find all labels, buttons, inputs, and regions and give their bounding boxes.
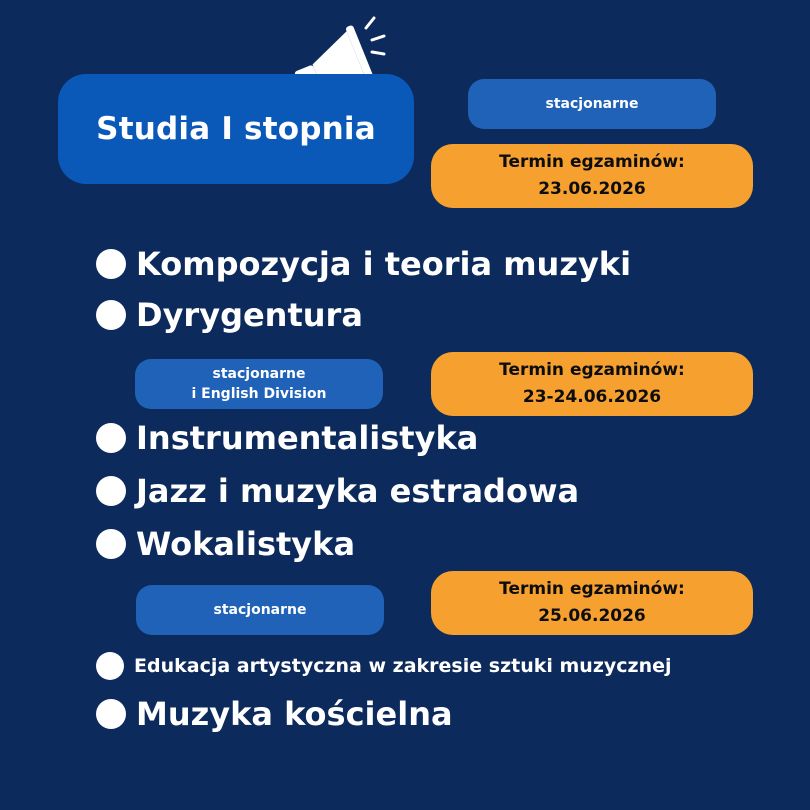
list-item <box>96 522 355 566</box>
page-title: Studia I stopnia <box>58 74 414 184</box>
program-name: Edukacja artystyczna w zakresie sztuki muzycznej <box>134 655 672 677</box>
study-mode-badge <box>136 585 384 635</box>
study-mode-label: stacjonarne <box>212 365 306 382</box>
study-mode-badge <box>135 359 383 409</box>
bullet-icon <box>96 300 126 330</box>
bullet-icon <box>96 476 126 506</box>
list-item <box>96 242 631 286</box>
bullet-icon <box>96 652 124 680</box>
program-name: Kompozycja i teoria muzyki <box>136 245 632 283</box>
study-mode-label: stacjonarne <box>545 95 639 112</box>
bullet-icon <box>96 423 126 453</box>
list-item <box>96 293 363 337</box>
list-item <box>96 651 672 681</box>
bullet-icon <box>96 249 126 279</box>
list-item <box>96 416 478 460</box>
program-name: Jazz i muzyka estradowa <box>136 472 580 510</box>
exam-date: 23-24.06.2026 <box>522 387 662 407</box>
program-name: Dyrygentura <box>136 296 363 334</box>
program-name: Muzyka kościelna <box>136 695 453 733</box>
exam-date: 25.06.2026 <box>538 606 646 626</box>
exam-label: Termin egzaminów: <box>499 578 685 599</box>
bullet-icon <box>96 529 126 559</box>
exam-date-badge <box>431 571 753 635</box>
bullet-icon <box>96 699 126 729</box>
study-mode-label: stacjonarne <box>213 601 307 618</box>
exam-label: Termin egzaminów: <box>499 359 685 380</box>
exam-date: 23.06.2026 <box>538 179 646 199</box>
exam-label: Termin egzaminów: <box>499 151 685 172</box>
exam-date-badge <box>431 144 753 208</box>
study-mode-label: i English Division <box>191 386 327 402</box>
program-name: Instrumentalistyka <box>136 419 479 457</box>
program-name: Wokalistyka <box>136 525 356 563</box>
list-item <box>96 469 579 513</box>
exam-date-badge <box>431 352 753 416</box>
list-item <box>96 692 453 736</box>
study-mode-badge <box>468 79 716 129</box>
